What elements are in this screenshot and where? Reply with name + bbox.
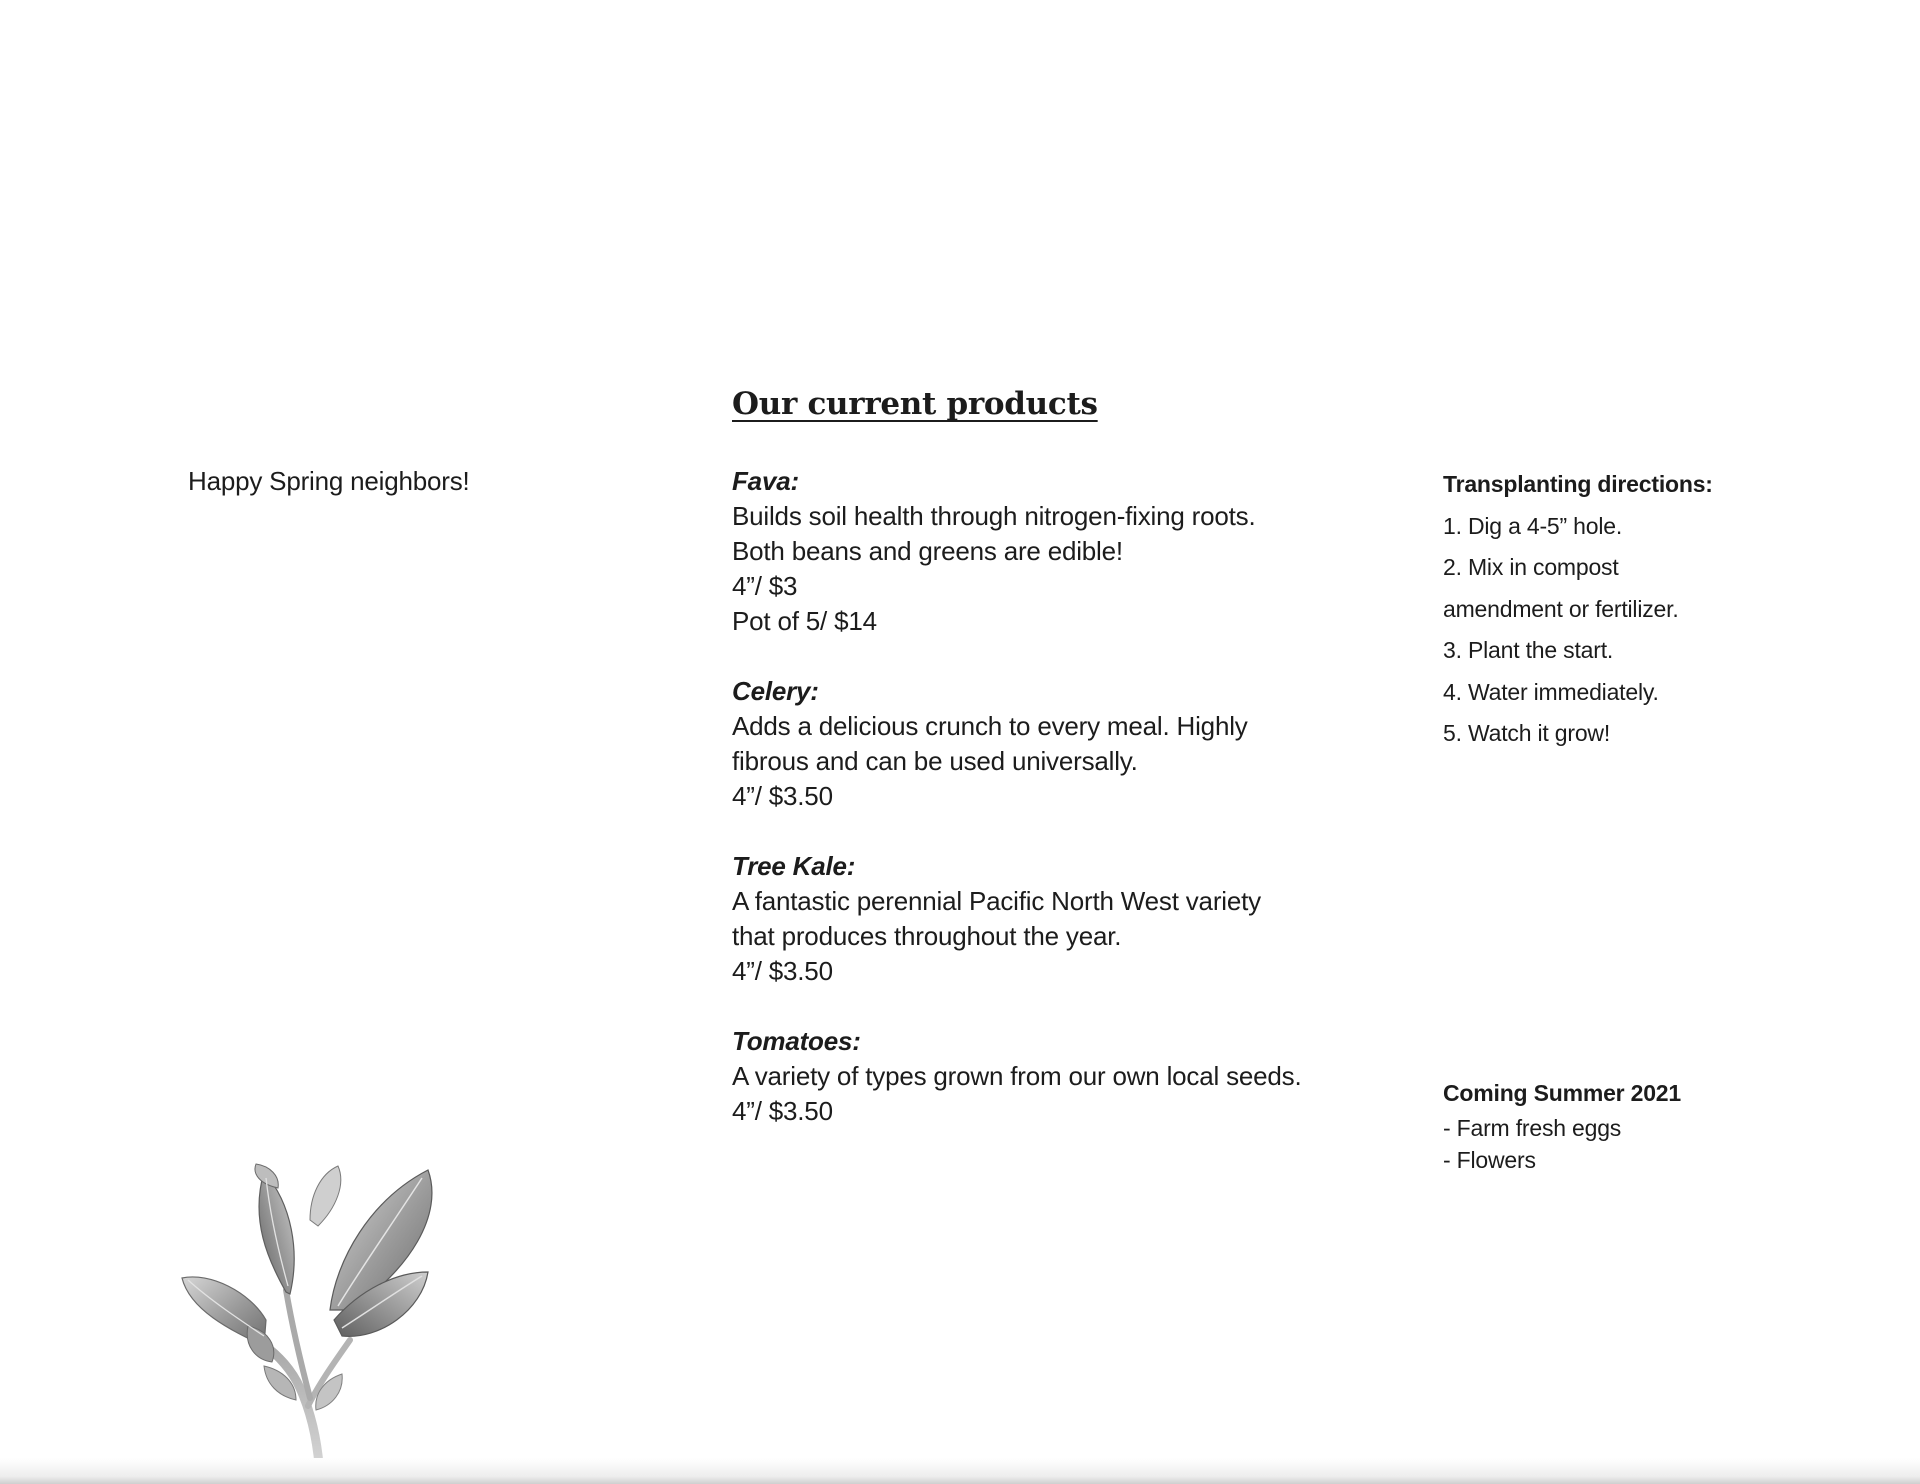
product-description-line: A fantastic perennial Pacific North West variety: [732, 886, 1261, 916]
transplanting-directions: [1443, 464, 1763, 755]
product-description-line: that produces throughout the year.: [732, 921, 1122, 951]
product-price: 4”/ $3: [732, 571, 798, 601]
product-description-line: fibrous and can be used universally.: [732, 746, 1138, 776]
coming-soon-item: - Farm fresh eggs: [1443, 1115, 1622, 1141]
product-fava: [732, 464, 1332, 639]
directions-title: Transplanting directions:: [1443, 471, 1713, 497]
product-celery: [732, 674, 1332, 814]
products-title: Our current products: [732, 386, 1098, 422]
product-name: Tomatoes:: [732, 1026, 861, 1056]
product-name: Fava:: [732, 466, 799, 496]
window-bottom-edge: [0, 1458, 1920, 1484]
direction-step: 4. Water immediately.: [1443, 678, 1659, 705]
coming-soon: [1443, 1074, 1763, 1176]
product-description-line: Both beans and greens are edible!: [732, 536, 1123, 566]
fava-plant-illustration: [160, 1160, 500, 1480]
direction-step: amendment or fertilizer.: [1443, 595, 1679, 622]
product-name: Celery:: [732, 676, 819, 706]
product-tree-kale: [732, 849, 1332, 989]
product-description-line: Adds a delicious crunch to every meal. Highly: [732, 711, 1248, 741]
coming-soon-title: Coming Summer 2021: [1443, 1080, 1681, 1106]
product-price: 4”/ $3.50: [732, 956, 833, 986]
direction-step: 2. Mix in compost: [1443, 554, 1619, 580]
product-price: Pot of 5/ $14: [732, 606, 877, 636]
product-description-line: Builds soil health through nitrogen-fixing roots.: [732, 501, 1256, 531]
product-price: 4”/ $3.50: [732, 1096, 833, 1126]
product-tomatoes: [732, 1024, 1332, 1129]
product-name: Tree Kale:: [732, 851, 856, 881]
coming-soon-item: - Flowers: [1443, 1147, 1536, 1173]
direction-step: 3. Plant the start.: [1443, 637, 1614, 663]
product-price: 4”/ $3.50: [732, 781, 833, 811]
direction-step: 5. Watch it grow!: [1443, 720, 1611, 746]
direction-step: 1. Dig a 4-5” hole.: [1443, 512, 1623, 539]
products-list: [732, 464, 1332, 1164]
greeting-text: Happy Spring neighbors!: [188, 466, 470, 496]
product-description-line: A variety of types grown from our own local seeds.: [732, 1061, 1302, 1091]
